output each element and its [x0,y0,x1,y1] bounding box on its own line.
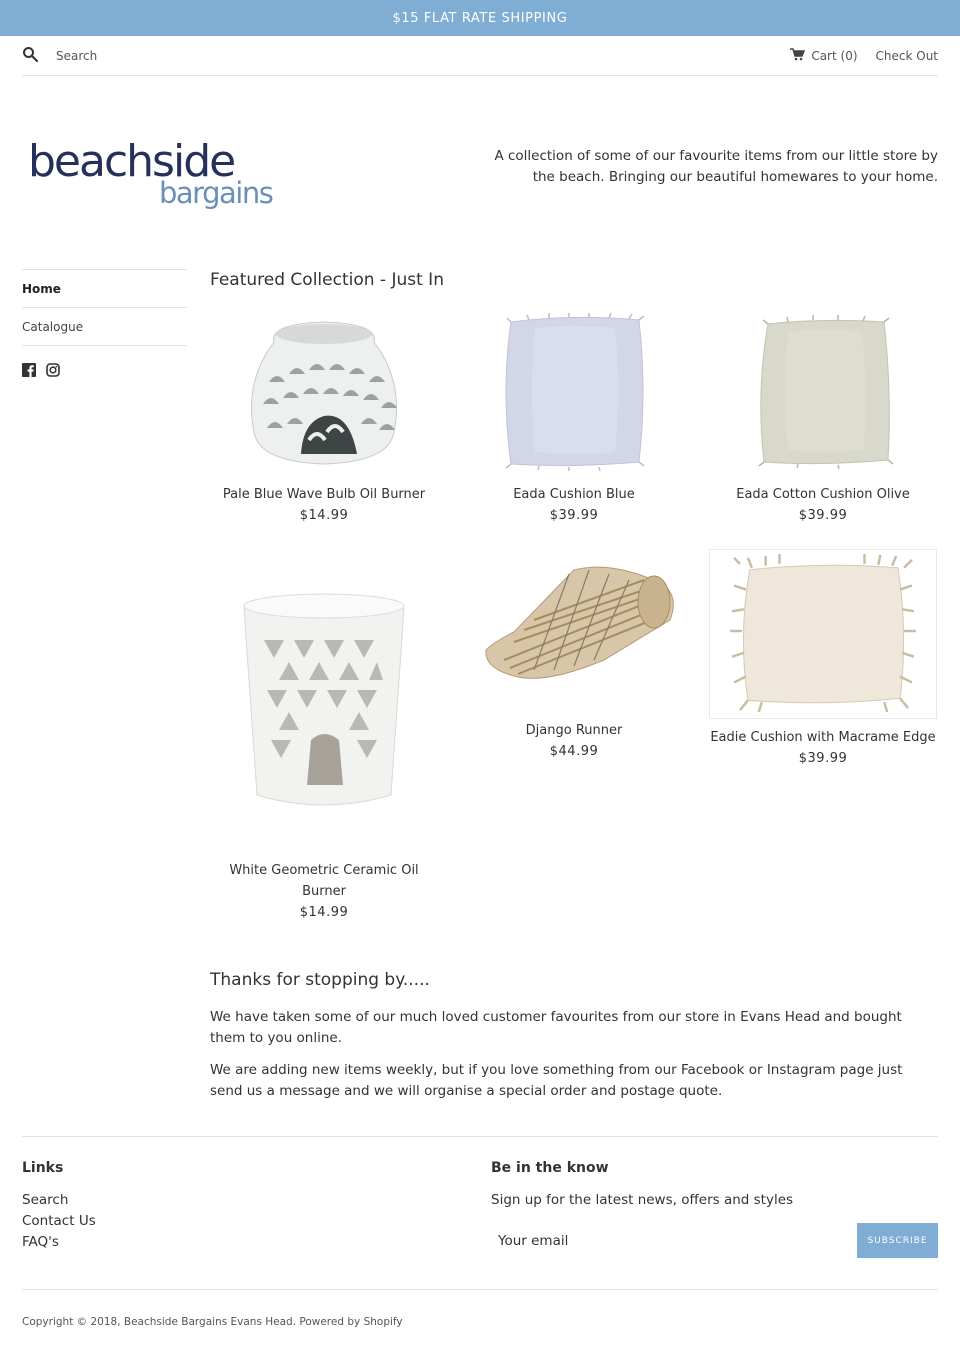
product-image-cushion-blue[interactable] [489,312,659,472]
intro-text [210,1007,938,1102]
product-price: $14.99 [299,508,349,523]
social-links [22,363,187,381]
header-actions [790,48,938,64]
product-image-cushion-macrame[interactable] [709,549,937,719]
featured-collection-title: Featured Collection - Just In [210,270,444,290]
product-image-cushion-olive[interactable] [738,312,908,472]
product-name[interactable]: Django Runner [525,723,623,738]
intro-title: Thanks for stopping by..... [210,970,430,990]
subscribe-button[interactable]: SUBSCRIBE [857,1223,938,1258]
facebook-icon[interactable] [22,363,36,381]
product-card[interactable] [709,549,937,769]
product-name[interactable]: Eada Cotton Cushion Olive [736,487,910,502]
sidebar-item-catalogue[interactable]: Catalogue [22,307,187,345]
top-bar [22,36,938,76]
search-form [22,46,256,66]
footer-link-contact[interactable]: Contact Us [22,1213,96,1229]
logo-sub-text: bargains [159,176,273,210]
announcement-bar [0,0,960,36]
footer-link-search[interactable]: Search [22,1192,69,1208]
product-name[interactable]: Eadie Cushion with Macrame Edge [710,730,936,745]
product-price: $39.99 [798,508,848,523]
product-price: $44.99 [549,744,599,759]
intro-paragraph: We have taken some of our much loved customer favourites from our store in Evans Head and bought them to you online. [210,1009,902,1046]
cart-icon [790,48,811,64]
footer-divider [22,1136,938,1137]
product-card[interactable] [460,550,688,762]
search-input[interactable] [56,49,256,63]
product-price: $39.99 [549,508,599,523]
product-card[interactable] [460,312,688,526]
product-name[interactable]: Eada Cushion Blue [513,487,635,502]
product-card[interactable] [210,312,438,526]
email-field[interactable] [491,1223,857,1258]
product-name[interactable]: White Geometric Ceramic Oil Burner [229,863,419,899]
sidebar-nav [22,269,187,381]
store-logo[interactable] [28,138,280,214]
product-price: $39.99 [798,751,848,766]
product-name[interactable]: Pale Blue Wave Bulb Oil Burner [222,487,426,502]
newsletter-text: Sign up for the latest news, offers and styles [491,1192,794,1208]
intro-paragraph: We are adding new items weekly, but if you love something from our Facebook or Instagram page just send us a message and we will organise a special order and postage quote. [210,1062,903,1099]
product-image-django-runner[interactable] [474,550,674,710]
product-card[interactable] [709,312,937,526]
checkout-link[interactable]: Check Out [875,49,938,63]
product-price: $14.99 [299,905,349,920]
store-tagline: A collection of some of our favourite items from our little store by the beach. Bringing our beautiful homewares to your home. [494,148,938,185]
product-card[interactable] [210,580,438,923]
product-image-oil-burner-wave[interactable] [239,312,409,472]
footer-links [22,1190,96,1253]
announcement-text: $15 FLAT RATE SHIPPING [392,10,568,26]
footer-links-title: Links [22,1160,64,1176]
instagram-icon[interactable] [46,363,60,381]
sidebar-item-home[interactable]: Home [22,269,187,307]
newsletter-title: Be in the know [491,1160,609,1176]
logo-main-text: beachside [28,136,235,187]
copyright-text: Copyright © 2018, Beachside Bargains Evans Head. Powered by Shopify [22,1316,403,1328]
cart-label: Cart (0) [811,49,858,63]
footer-link-faq[interactable]: FAQ's [22,1234,59,1250]
product-image-oil-burner-geometric[interactable] [229,580,419,830]
cart-link[interactable] [790,48,857,64]
footer-divider [22,1289,938,1290]
search-icon[interactable] [22,46,38,66]
